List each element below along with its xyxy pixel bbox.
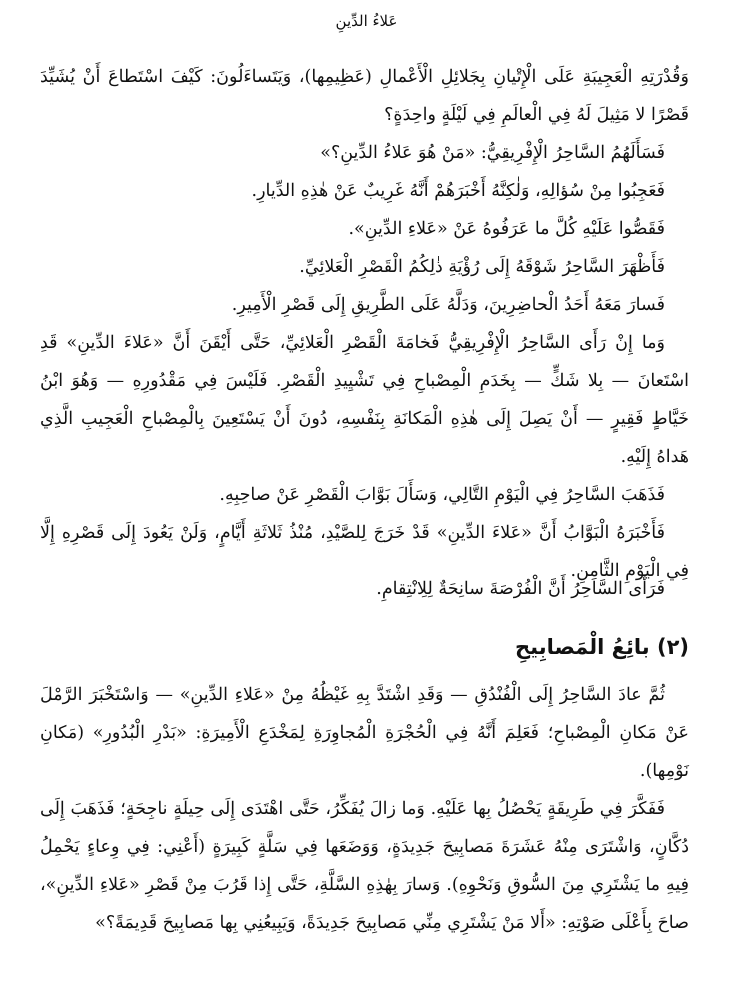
- chapter-paragraph-1: ثُمَّ عادَ السَّاحِرُ إِلَى الْفُنْدُقِ — وَقَدِ اشْتَدَّ بِهِ غَيْظُهُ مِنْ «عَلاءِ الدِّينِ» — وَاسْتَخْبَرَ الرَّمْلَ عَنْ مَكانِ الْمِصْباحِ؛ فَعَلِمَ أَنَّهُ فِي الْحُجْرَةِ الْمُجاوِرَةِ لِمَخْدَعِ الْأَمِيرَةِ: «بَدْرِ الْبُدُورِ» (مَكانِ نَوْمِها).: [40, 685, 689, 781]
- paragraph-3: فَعَجِبُوا مِنْ سُؤالِهِ، وَلٰكِنَّهُ أَخْبَرَهُمْ أَنَّهُ غَرِيبٌ عَنْ هٰذِهِ الدِّيارِ.: [251, 181, 665, 201]
- paragraph-5: فَأَظْهَرَ السَّاحِرُ شَوْقَهُ إِلَى رُؤْيَةِ ذٰلِكُمُ الْقَصْرِ الْعَلائِيِّ.: [299, 257, 665, 277]
- chapter-title: (٢) بائِعُ الْمَصابِيحِ: [515, 635, 689, 659]
- chapter-paragraph-2: فَفَكَّرَ فِي طَرِيقَةٍ يَحْصُلُ بِها عَلَيْهِ. وَما زالَ يُفَكِّرُ، حَتَّى اهْتَدَى إِلَى حِيلَةٍ ناجِحَةٍ؛ فَذَهَبَ إِلَى دُكَّانٍ، وَاشْتَرَى مِنْهُ عَشَرَةَ مَصابِيحَ جَدِيدَةٍ، وَوَضَعَها فِي سَلَّةٍ كَبِيرَةٍ (أَعْنِي: فِي وِعاءٍ يَحْمِلُ فِيهِ ما يَشْتَرِي مِنَ السُّوقِ وَنَحْوِهِ). وَسارَ بِهٰذِهِ السَّلَّةِ، حَتَّى إِذا قَرُبَ مِنْ قَصْرِ «عَلاءِ الدِّينِ»، صاحَ بِأَعْلَى صَوْتِهِ: «أَلا مَنْ يَشْتَرِي مِنِّي مَصابِيحَ جَدِيدَةً، وَيَبِيعُنِي بِها مَصابِيحَ قَدِيمَةً؟»: [40, 799, 689, 933]
- paragraph-9: فَأَخْبَرَهُ الْبَوَّابُ أَنَّ «عَلاءَ الدِّينِ» قَدْ خَرَجَ لِلصَّيْدِ، مُنْذُ ثَلاثَةِ أَيَّامٍ، وَلَنْ يَعُودَ إِلَى قَصْرِهِ إِلَّا فِي الْيَوْمِ الثَّامِنِ.: [40, 523, 689, 581]
- running-header: عَلاءُ الدِّينِ: [335, 12, 398, 30]
- paragraph-1: وَقُدْرَتِهِ الْعَجِيبَةِ عَلَى الْإِتْيانِ بِجَلائِلِ الْأَعْمالِ (عَظِيمِها)، وَيَتَساءَلُونَ: كَيْفَ اسْتَطاعَ أَنْ يُشَيِّدَ قَصْرًا لا مَثِيلَ لَهُ فِي الْعالَمِ فِي لَيْلَةٍ واحِدَةٍ؟: [40, 67, 689, 125]
- paragraph-4: فَقَصُّوا عَلَيْهِ كُلَّ ما عَرَفُوهُ عَنْ «عَلاءِ الدِّينِ».: [348, 219, 665, 239]
- paragraph-8: فَذَهَبَ السَّاحِرُ فِي الْيَوْمِ التَّالِي، وَسَأَلَ بَوَّابَ الْقَصْرِ عَنْ صاحِبِهِ.: [219, 485, 665, 505]
- paragraph-6: فَسارَ مَعَهُ أَحَدُ الْحاضِرِينَ، وَدَلَّهُ عَلَى الطَّرِيقِ إِلَى قَصْرِ الْأَمِيرِ.: [231, 295, 665, 315]
- paragraph-7: وَما إِنْ رَأَى السَّاحِرُ الْإِفْرِيقِيُّ فَخامَةَ الْقَصْرِ الْعَلائِيِّ، حَتَّى أَيْقَنَ أَنَّ «عَلاءَ الدِّينِ» قَدِ اسْتَعانَ — بِلا شَكٍّ — بِخَدَمِ الْمِصْباحِ فِي تَشْيِيدِ الْقَصْرِ. فَلَيْسَ فِي مَقْدُورِهِ — وَهُوَ ابْنُ خَيَّاطٍ فَقِيرٍ — أَنْ يَصِلَ إِلَى هٰذِهِ الْمَكانَةِ بِنَفْسِهِ، دُونَ أَنْ يَسْتَعِينَ بِالْمِصْباحِ الْعَجِيبِ الَّذِي هَداهُ إِلَيْهِ.: [40, 333, 689, 467]
- paragraph-10: فَرَأَى السَّاحِرُ أَنَّ الْفُرْصَةَ سانِحَةٌ لِلِانْتِقامِ.: [376, 579, 665, 599]
- paragraph-2: فَسَأَلَهُمُ السَّاحِرُ الْإِفْرِيقِيُّ: «مَنْ هُوَ عَلاءُ الدِّينِ؟»: [320, 143, 665, 163]
